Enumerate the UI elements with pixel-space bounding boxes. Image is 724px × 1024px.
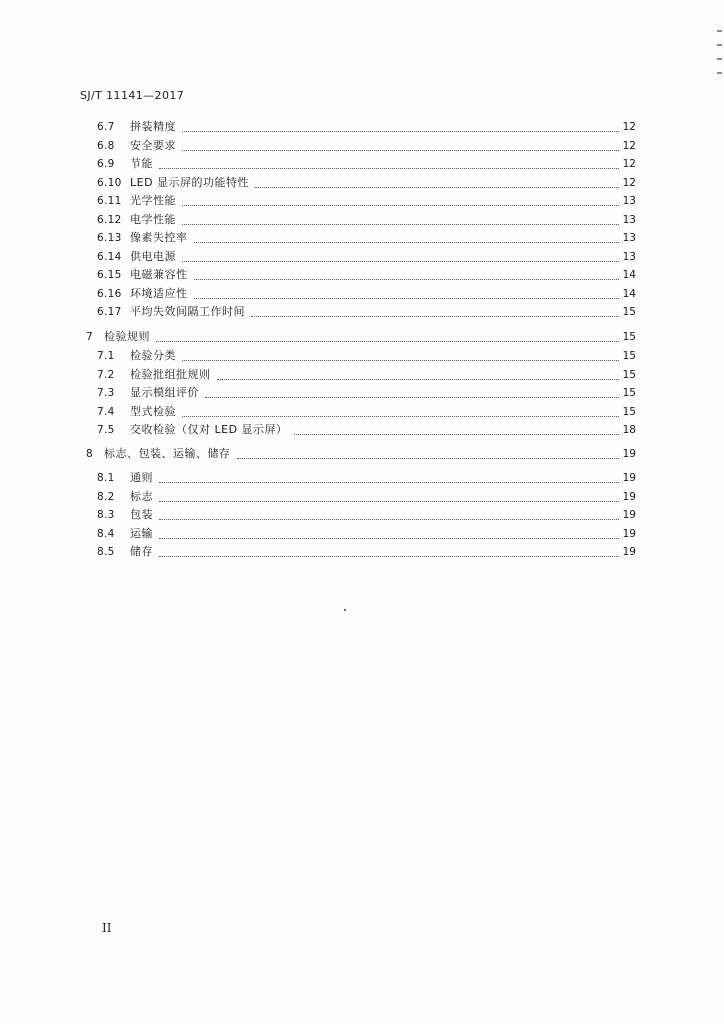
toc-entry-number: 8.2 <box>97 490 115 503</box>
toc-leader-dots <box>194 278 620 280</box>
toc-entry-number: 8.5 <box>97 546 115 558</box>
toc-leader-dots <box>182 415 619 417</box>
toc-entry[interactable] <box>97 285 636 303</box>
toc-leader-dots <box>217 378 620 380</box>
toc-entry-number: 6.12 <box>97 213 122 226</box>
toc-entry-title: 平均失效间隔工作时间 <box>130 305 245 318</box>
toc-entry[interactable] <box>86 445 636 463</box>
toc-entry-page: 13 <box>622 250 636 263</box>
toc-entry-number: 7.4 <box>97 405 115 418</box>
toc-entry[interactable] <box>97 488 636 506</box>
toc-entry-number: 6.10 <box>97 176 122 189</box>
toc-entry-number: 8 <box>86 448 93 460</box>
toc-entry-page: 13 <box>622 213 636 226</box>
toc-leader-dots <box>194 241 620 243</box>
toc-entry-number: 8.4 <box>97 527 115 540</box>
toc-leader-dots <box>182 260 619 262</box>
toc-entry-title: 型式检验 <box>130 404 176 418</box>
toc-leader-dots <box>159 555 619 557</box>
toc-entry[interactable] <box>97 137 636 155</box>
toc-entry-page: 19 <box>622 490 636 503</box>
toc-entry[interactable] <box>97 266 636 284</box>
toc-entry-page: 19 <box>622 509 636 521</box>
toc-entry-title: 环境适应性 <box>130 286 188 300</box>
toc-entry[interactable] <box>97 303 636 321</box>
toc-entry-page: 19 <box>622 448 636 460</box>
toc-leader-dots <box>205 396 619 398</box>
toc-entry[interactable] <box>86 328 636 346</box>
toc-entry[interactable] <box>97 469 636 487</box>
toc-entry-page: 14 <box>622 287 636 300</box>
toc-entry-title: 交收检验（仅对 LED 显示屏） <box>130 423 288 436</box>
toc-entry-title: 节能 <box>130 157 153 170</box>
toc-entry-page: 15 <box>622 331 636 343</box>
toc-entry-page: 19 <box>622 546 636 558</box>
toc-entry[interactable] <box>97 155 636 173</box>
toc-entry[interactable] <box>97 118 636 136</box>
toc-entry-title: 光学性能 <box>130 194 176 207</box>
toc-leader-dots <box>294 433 619 435</box>
toc-entry[interactable] <box>97 543 636 561</box>
toc-entry-page: 12 <box>622 139 636 152</box>
toc-entry-number: 7.1 <box>97 350 115 362</box>
toc-entry-page: 13 <box>622 232 636 244</box>
toc-entry-number: 6.11 <box>97 195 122 207</box>
toc-entry-page: 12 <box>622 121 636 133</box>
toc-entry-page: 19 <box>622 527 636 540</box>
toc-leader-dots <box>159 481 619 483</box>
toc-entry-title: 像素失控率 <box>130 231 188 244</box>
toc-entry-title: 检验分类 <box>130 349 176 362</box>
toc-entry[interactable] <box>97 421 636 439</box>
toc-entry-page: 12 <box>622 158 636 170</box>
toc-entry-number: 6.17 <box>97 306 122 318</box>
toc-entry[interactable] <box>97 366 636 384</box>
toc-entry-number: 6.9 <box>97 158 115 170</box>
toc-entry[interactable] <box>97 211 636 229</box>
toc-entry-number: 7 <box>86 331 93 343</box>
toc-entry-title: 储存 <box>130 545 153 558</box>
toc-leader-dots <box>182 359 619 361</box>
toc-entry-number: 6.7 <box>97 121 115 133</box>
toc-entry-number: 7.2 <box>97 368 115 381</box>
toc-entry-title: 标志、包装、运输、储存 <box>104 447 231 460</box>
toc-leader-dots <box>159 167 619 169</box>
toc-leader-dots <box>182 130 619 132</box>
toc-leader-dots <box>251 315 619 317</box>
toc-leader-dots <box>194 297 620 299</box>
toc-leader-dots <box>159 518 619 520</box>
toc-entry-number: 7.5 <box>97 424 115 436</box>
toc-leader-dots <box>182 223 619 225</box>
toc-entry-title: 电磁兼容性 <box>130 268 188 281</box>
toc-entry-page: 15 <box>622 405 636 418</box>
toc-entry[interactable] <box>97 525 636 543</box>
toc-entry-title: 包装 <box>130 508 153 521</box>
decorative-dot <box>344 609 346 611</box>
toc-entry-title: 拼装精度 <box>130 120 176 133</box>
toc-entry[interactable] <box>97 174 636 192</box>
toc-entry-number: 8.1 <box>97 472 115 484</box>
toc-entry-page: 13 <box>622 195 636 207</box>
scan-edge-marks <box>702 0 724 100</box>
toc-leader-dots <box>159 500 619 502</box>
toc-entry-number: 6.8 <box>97 139 115 152</box>
toc-entry-page: 18 <box>622 424 636 436</box>
toc-entry-number: 8.3 <box>97 509 115 521</box>
toc-entry[interactable] <box>97 384 636 402</box>
toc-entry-title: 运输 <box>130 526 153 540</box>
toc-entry[interactable] <box>97 192 636 210</box>
page-number: II <box>102 921 112 935</box>
toc-leader-dots <box>237 457 620 459</box>
standard-code-header: SJ/T 11141—2017 <box>80 89 185 102</box>
toc-leader-dots <box>182 149 619 151</box>
toc-leader-dots <box>182 204 619 206</box>
toc-entry-page: 19 <box>622 472 636 484</box>
toc-entry-number: 7.3 <box>97 387 115 399</box>
toc-entry[interactable] <box>97 347 636 365</box>
toc-leader-dots <box>159 537 619 539</box>
toc-entry-page: 14 <box>622 269 636 281</box>
toc-entry[interactable] <box>97 506 636 524</box>
toc-entry-title: 显示模组评价 <box>130 386 199 399</box>
toc-entry-title: 标志 <box>130 489 153 503</box>
toc-entry-title: LED 显示屏的功能特性 <box>130 175 250 189</box>
toc-entry-page: 15 <box>622 368 636 381</box>
toc-entry-page: 12 <box>622 176 636 189</box>
toc-entry-number: 6.14 <box>97 250 122 263</box>
toc-entry-number: 6.16 <box>97 287 122 300</box>
toc-entry-page: 15 <box>622 350 636 362</box>
toc-entry-page: 15 <box>622 306 636 318</box>
toc-leader-dots <box>156 340 619 342</box>
toc-entry-title: 安全要求 <box>130 138 176 152</box>
toc-entry-page: 15 <box>622 387 636 399</box>
toc-entry-title: 供电电源 <box>130 249 176 263</box>
toc-entry-title: 检验批组批规则 <box>130 367 211 381</box>
toc-entry-number: 6.13 <box>97 232 122 244</box>
toc-entry-title: 电学性能 <box>130 212 176 226</box>
toc-entry-title: 通则 <box>130 471 153 484</box>
toc-entry-title: 检验规则 <box>104 330 150 343</box>
toc-entry[interactable] <box>97 248 636 266</box>
toc-entry[interactable] <box>97 229 636 247</box>
toc-leader-dots <box>255 186 619 188</box>
toc-entry-number: 6.15 <box>97 269 122 281</box>
toc-entry[interactable] <box>97 403 636 421</box>
